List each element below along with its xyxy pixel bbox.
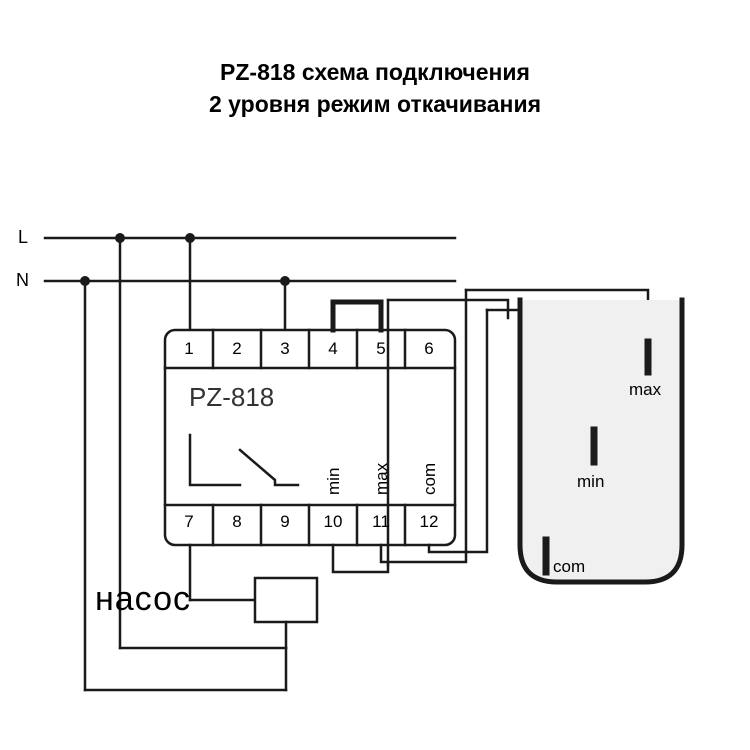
terminal-label-5: 5 <box>376 339 386 358</box>
device-label-com: com <box>420 462 439 495</box>
title-line-2: 2 уровня режим откачивания <box>208 91 542 117</box>
terminal-label-2: 2 <box>232 339 242 358</box>
device-label-max: max <box>372 462 391 495</box>
device-label-min: min <box>324 467 343 495</box>
terminal-label-1: 1 <box>184 339 194 358</box>
junction-N-1 <box>80 276 90 286</box>
terminal-label-11: 11 <box>372 512 390 531</box>
label-line-L: L <box>18 227 29 247</box>
title-line-1: PZ-818 схема подключения <box>220 59 530 85</box>
terminal-label-4: 4 <box>328 339 338 358</box>
tank-probe-label-com: com <box>553 557 586 576</box>
jumper-4-5 <box>333 302 381 330</box>
junction-L-1 <box>115 233 125 243</box>
terminal-label-8: 8 <box>232 512 242 531</box>
junction-L-2 <box>185 233 195 243</box>
terminal-label-7: 7 <box>184 512 194 531</box>
pump-label: насос <box>95 580 191 618</box>
device-model-label: PZ-818 <box>189 382 275 412</box>
tank-probe-label-min: min <box>577 472 605 491</box>
terminal-label-6: 6 <box>424 339 434 358</box>
tank-probe-label-max: max <box>629 380 662 399</box>
terminal-label-10: 10 <box>323 512 343 531</box>
terminal-label-3: 3 <box>280 339 290 358</box>
terminal-label-9: 9 <box>280 512 290 531</box>
terminal-label-12: 12 <box>419 512 439 531</box>
label-neutral-N: N <box>16 270 29 290</box>
pump-box <box>255 578 317 622</box>
junction-N-2 <box>280 276 290 286</box>
